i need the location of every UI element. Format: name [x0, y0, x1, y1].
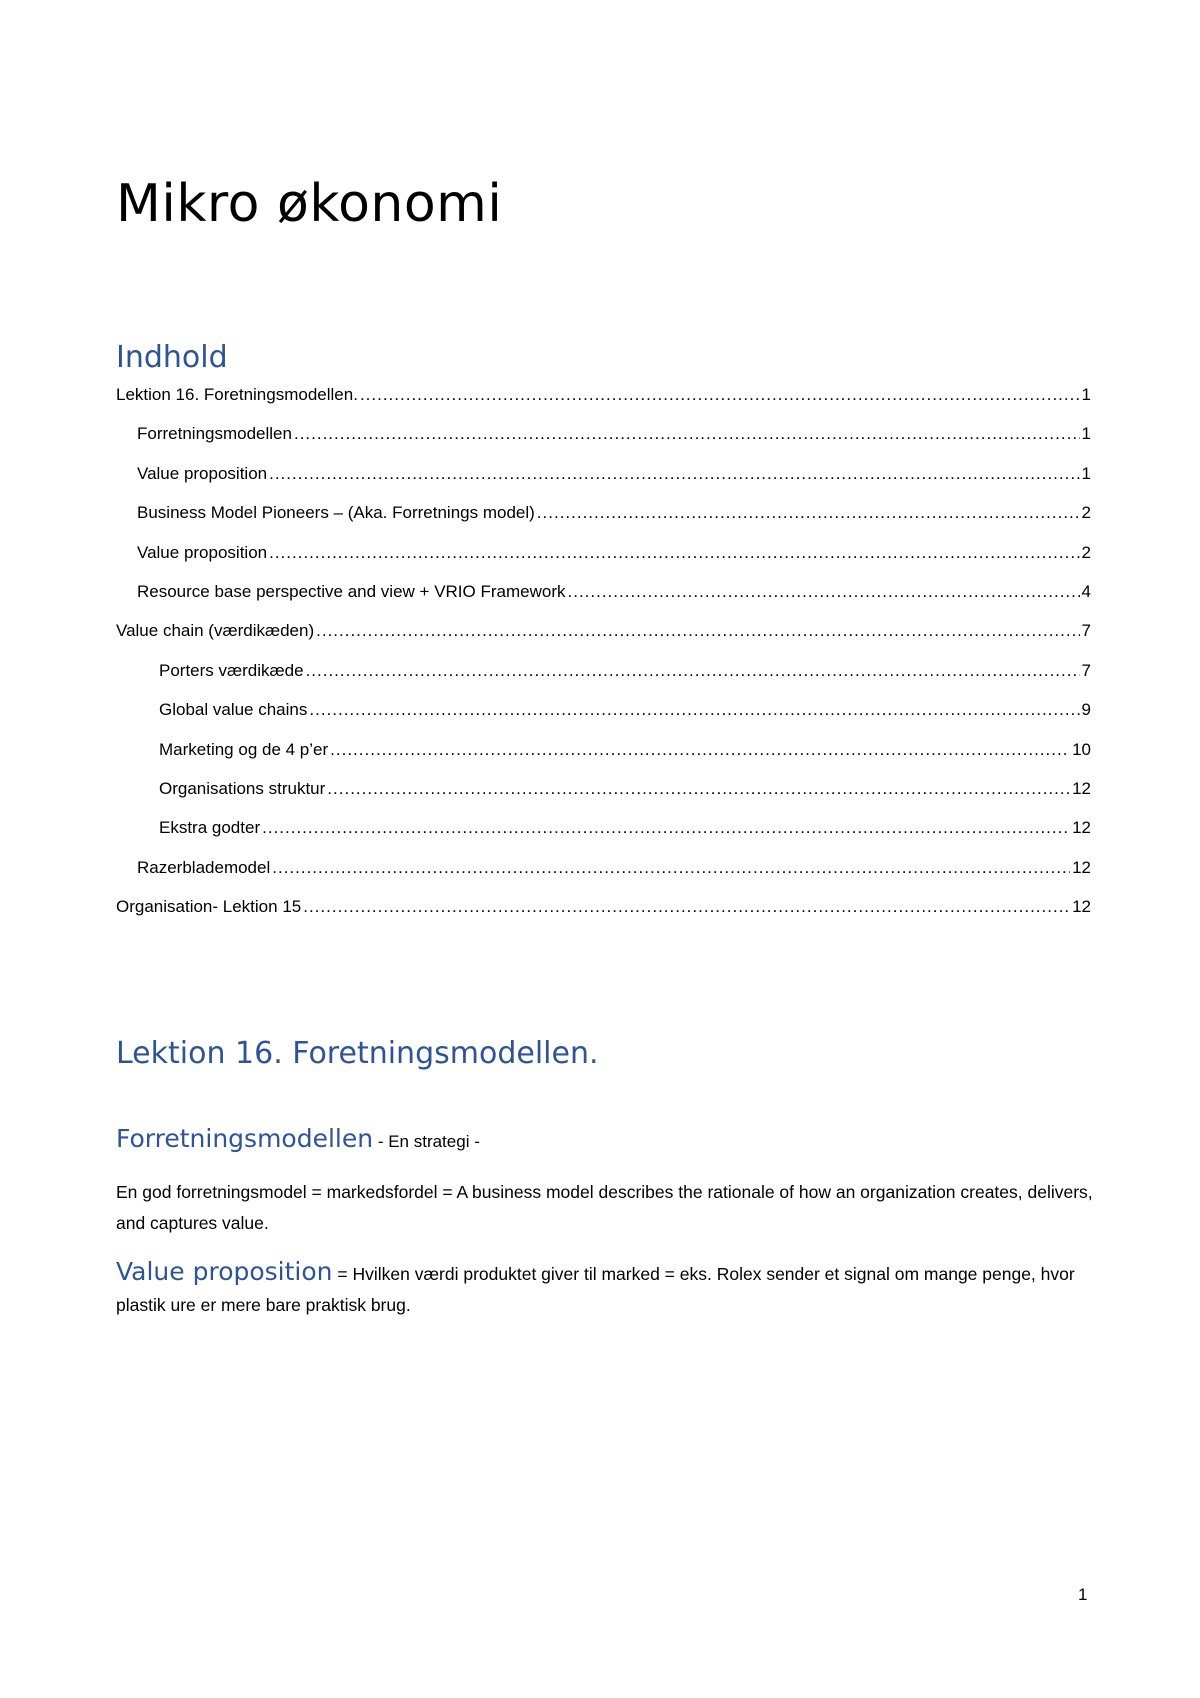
toc-entry-page: 12 — [1072, 857, 1091, 877]
toc-entry-page: 7 — [1081, 621, 1091, 641]
toc-leader-dots — [327, 779, 1070, 799]
toc-entry[interactable] — [116, 740, 1091, 779]
toc-entry-page: 12 — [1072, 818, 1091, 838]
toc-entry-page: 1 — [1081, 463, 1091, 483]
toc-leader-dots — [272, 858, 1070, 878]
value-proposition-text: = Hvilken værdi produktet giver til marked = eks. Rolex sender et signal om mange penge, hvor plastik ure er mere bare praktisk brug. — [116, 1264, 1075, 1315]
toc-entry-text: Value proposition — [137, 542, 268, 562]
toc-entry-text: Global value chains — [159, 700, 308, 720]
toc-entry[interactable] — [116, 661, 1091, 700]
toc-entry-text: Razerblademodel — [137, 857, 271, 877]
toc-entry-page: 9 — [1081, 700, 1091, 720]
toc-leader-dots — [262, 818, 1070, 838]
toc-entry-page: 12 — [1072, 897, 1091, 917]
toc-leader-dots — [537, 503, 1080, 523]
toc-entry-page: 10 — [1072, 739, 1091, 759]
toc-leader-dots — [303, 897, 1070, 917]
section-heading: Lektion 16. Foretningsmodellen. — [116, 1036, 599, 1071]
subheading-suffix: - En strategi - — [373, 1132, 480, 1151]
toc-entry-page: 2 — [1081, 503, 1091, 523]
toc-leader-dots — [568, 582, 1080, 602]
toc-entry-page: 7 — [1081, 660, 1091, 680]
toc-entry[interactable] — [116, 621, 1091, 660]
toc-entry-text: Organisations struktur — [159, 778, 326, 798]
toc-leader-dots — [309, 700, 1079, 720]
subheading-title: Forretningsmodellen — [116, 1124, 374, 1153]
toc-entry[interactable] — [116, 700, 1091, 739]
page-number: 1 — [1078, 1585, 1088, 1604]
toc-entry[interactable] — [116, 464, 1091, 503]
value-proposition-title: Value proposition — [116, 1257, 333, 1286]
toc-entry-text: Porters værdikæde — [159, 660, 304, 680]
toc-entry[interactable] — [116, 424, 1091, 463]
toc-entry-text: Value proposition — [137, 463, 268, 483]
subheading-line — [116, 1124, 480, 1153]
toc-leader-dots — [294, 424, 1080, 444]
toc-entry-page: 2 — [1081, 542, 1091, 562]
toc-entry[interactable] — [116, 582, 1091, 621]
toc-heading: Indhold — [116, 340, 228, 375]
toc-leader-dots — [269, 464, 1079, 484]
toc-entry-text: Business Model Pioneers – (Aka. Forretnings model) — [137, 503, 535, 523]
toc-entry-page: 1 — [1081, 424, 1091, 444]
toc-entry-text: Value chain (værdikæden) — [116, 621, 315, 641]
value-proposition-paragraph — [116, 1256, 1096, 1321]
toc-entry[interactable] — [116, 385, 1091, 424]
toc-entry-text: Lektion 16. Foretningsmodellen. — [116, 385, 358, 404]
toc-entry-text: Marketing og de 4 p’er — [159, 739, 329, 759]
toc-entry-text: Organisation- Lektion 15 — [116, 897, 302, 917]
toc-entry[interactable] — [116, 858, 1091, 897]
toc-entry[interactable] — [116, 897, 1091, 936]
toc-entry-text: Ekstra godter — [159, 818, 261, 838]
toc-entry-text: Resource base perspective and view + VRIO Framework — [137, 581, 566, 601]
toc-leader-dots — [360, 385, 1080, 405]
document-title: Mikro økonomi — [116, 174, 503, 234]
table-of-contents — [116, 385, 1091, 936]
toc-entry[interactable] — [116, 779, 1091, 818]
toc-entry[interactable] — [116, 543, 1091, 582]
toc-entry-page: 1 — [1081, 385, 1091, 404]
toc-entry[interactable] — [116, 503, 1091, 542]
body-paragraph: En god forretningsmodel = markedsfordel = A business model describes the rationale of how an organization creates, delivers, and captures value. — [116, 1182, 1093, 1233]
toc-entry-text: Forretningsmodellen — [137, 424, 292, 444]
toc-entry[interactable] — [116, 818, 1091, 857]
toc-leader-dots — [316, 621, 1079, 641]
toc-leader-dots — [306, 661, 1080, 681]
toc-leader-dots — [330, 740, 1070, 760]
toc-entry-page: 12 — [1072, 778, 1091, 798]
toc-entry-page: 4 — [1081, 581, 1091, 601]
toc-leader-dots — [269, 543, 1079, 563]
